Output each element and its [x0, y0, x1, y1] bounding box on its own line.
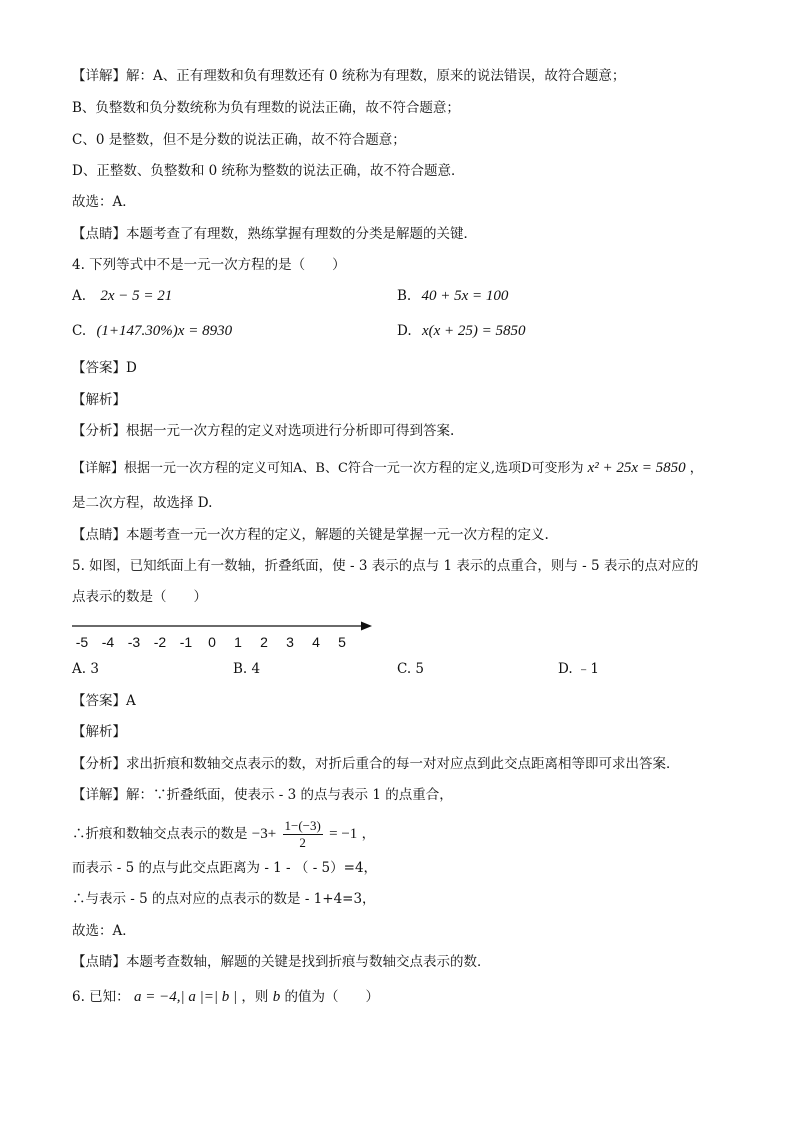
tick-label: -1 [179, 634, 193, 650]
option-math: 40 + 5x = 100 [421, 288, 509, 304]
tick-label: 4 [312, 634, 320, 650]
text-line: 故选：A． [72, 194, 136, 210]
tick-label: 5 [338, 634, 346, 650]
q4-option-c [72, 322, 232, 340]
tick-label: -3 [127, 634, 141, 650]
q5-step3: ∴与表示 - 5 的点对应的点表示的数是 - 1+4=3， [72, 891, 376, 907]
option-label: B. [397, 288, 412, 304]
xiangjie-tail: ， [689, 461, 703, 476]
fraction-denominator: 2 [299, 835, 306, 850]
q5-fenxi: 【分析】求出折痕和数轴交点表示的数，对折后重合的每一对对应点到此交点距离相等即可求出答案． [72, 756, 680, 772]
q6-var: b [272, 989, 281, 1005]
number-line-figure [72, 614, 382, 654]
tick-label: -2 [153, 634, 167, 650]
question-6-stem [72, 988, 379, 1006]
tick-label: 0 [208, 634, 216, 650]
q6-tail: 的值为（ ） [284, 989, 379, 1005]
q5-option-c: C. 5 [397, 661, 425, 677]
step1-tail: ， [361, 826, 376, 842]
question-4-stem: 4. 下列等式中不是一元一次方程的是（ ） [72, 257, 346, 273]
q6-prefix: 6. 已知： [72, 989, 130, 1005]
tick-group [76, 634, 346, 650]
option-math: x(x + 25) = 5850 [421, 323, 526, 339]
q4-dianjing: 【点睛】本题考查一元一次方程的定义，解题的关键是掌握一元一次方程的定义. [72, 527, 549, 543]
step1-prefix: ∴折痕和数轴交点表示的数是 [72, 826, 248, 842]
q5-analysis-head: 【解析】 [72, 724, 126, 740]
text-line: 【详解】解：A、正有理数和负有理数还有 0 统称为有理数，原来的说法错误，故符合题意； [72, 68, 626, 84]
q6-math: a = −4,| a |=| b | [133, 989, 238, 1005]
q4-option-b [397, 287, 508, 305]
fraction-numerator: 1−(−3) [284, 818, 321, 833]
q5-option-d: D. ﹣1 [558, 661, 600, 677]
option-label: A. [72, 288, 87, 304]
text-line: D、正整数、负整数和 0 统称为整数的说法正确，故不符合题意． [72, 163, 465, 179]
arrow-right-icon [361, 622, 372, 631]
text-line: C、0 是整数，但不是分数的说法正确，故不符合题意； [72, 132, 406, 148]
q5-step1 [72, 816, 375, 852]
q5-dianjing: 【点睛】本题考查数轴，解题的关键是找到折痕与数轴交点表示的数． [72, 954, 491, 970]
q4-xiangjie-cont: 是二次方程，故选择 D. [72, 495, 213, 511]
text-line: 【点睛】本题考查了有理数，熟练掌握有理数的分类是解题的关键． [72, 226, 477, 242]
q5-xiangjie: 【详解】解：∵折叠纸面，使表示 - 3 的点与表示 1 的点重合， [72, 787, 453, 803]
q5-option-a: A. 3 [72, 661, 99, 677]
option-math: (1+147.30%)x = 8930 [96, 323, 233, 339]
step1-fraction [283, 818, 323, 851]
tick-label: 3 [286, 634, 294, 650]
question-5-stem-cont: 点表示的数是（ ） [72, 589, 207, 605]
tick-label: 2 [260, 634, 268, 650]
q6-mid: ，则 [241, 989, 269, 1005]
q4-analysis-head: 【解析】 [72, 392, 126, 408]
option-label: C. [72, 323, 87, 339]
tick-label: 1 [234, 634, 242, 650]
tick-label: -5 [75, 634, 89, 650]
q5-answer: 【答案】A [72, 693, 136, 709]
option-label: D. [397, 323, 412, 339]
q5-option-b: B. 4 [233, 661, 261, 677]
tick-label: -4 [101, 634, 115, 650]
xiangjie-text: 【详解】根据一元一次方程的定义可知A、B、C符合一元一次方程的定义,选项D可变形为 [72, 461, 584, 476]
step1-rhs: = −1 [329, 826, 358, 842]
question-5-stem: 5. 如图，已知纸面上有一数轴，折叠纸面，使 - 3 表示的点与 1 表示的点重合，则与 - 5 表示的点对应的 [72, 558, 699, 574]
q5-guxuan: 故选：A． [72, 923, 136, 939]
text-line: B、负整数和负分数统称为负有理数的说法正确，故不符合题意； [72, 100, 460, 116]
q4-fenxi: 【分析】根据一元一次方程的定义对选项进行分析即可得到答案. [72, 423, 455, 439]
q4-option-d [397, 322, 526, 340]
q4-xiangjie [72, 459, 703, 478]
step1-lhs: −3+ [251, 826, 277, 842]
option-math: 2x − 5 = 21 [100, 288, 173, 304]
q5-step2: 而表示 - 5 的点与此交点距离为 - 1 - （ - 5）=4， [72, 860, 378, 876]
q4-answer: 【答案】D [72, 360, 137, 376]
q4-option-a [72, 287, 172, 305]
xiangjie-math: x² + 25x = 5850 [587, 460, 686, 476]
